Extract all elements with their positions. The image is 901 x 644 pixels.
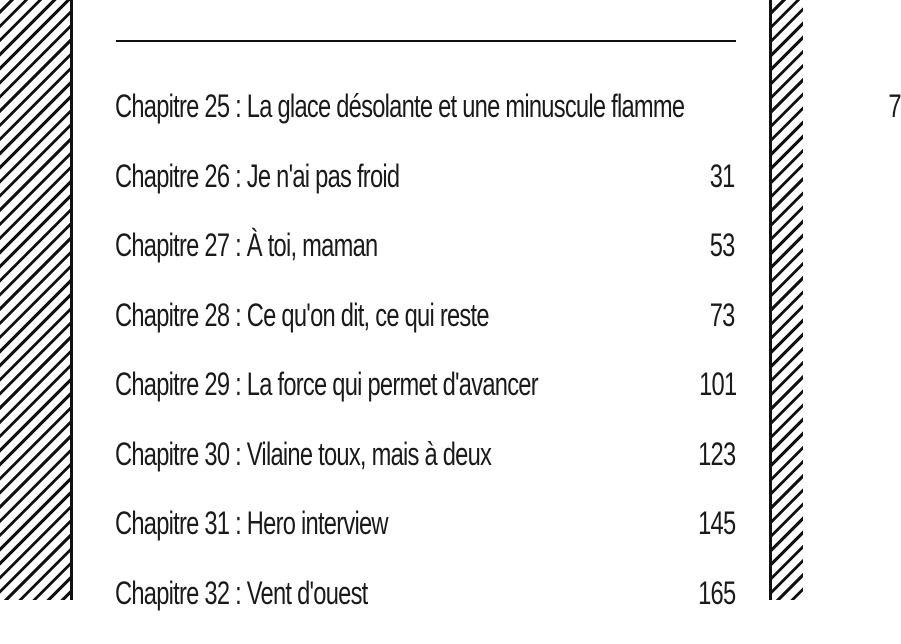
toc-chapter-title: À toi, maman <box>247 227 378 263</box>
toc-chapter-title: La glace désolante et une minuscule flamme <box>247 88 685 124</box>
toc-entry-25 <box>115 88 735 158</box>
top-divider <box>116 40 736 42</box>
toc-chapter-label: Chapitre 27 : <box>115 227 241 263</box>
toc-entry-26 <box>115 158 735 228</box>
toc-chapter-title: Ce qu'on dit, ce qui reste <box>247 297 489 333</box>
toc-chapter-title: La force qui permet d'avancer <box>247 366 538 402</box>
toc-chapter-label: Chapitre 32 : <box>115 575 241 611</box>
toc-list <box>115 88 735 644</box>
toc-page-number: 31 <box>710 158 735 195</box>
toc-page-number: 101 <box>700 366 737 403</box>
toc-entry-30 <box>115 436 735 506</box>
toc-page-number: 165 <box>698 575 735 612</box>
toc-chapter-label: Chapitre 28 : <box>115 297 241 333</box>
toc-chapter-label: Chapitre 31 : <box>115 505 241 541</box>
toc-page-number: 7 <box>889 88 901 125</box>
right-hatched-border <box>769 0 803 600</box>
toc-chapter-label: Chapitre 26 : <box>115 158 241 194</box>
toc-entry-27 <box>115 227 735 297</box>
toc-chapter-title: Vent d'ouest <box>247 575 368 611</box>
toc-page-number: 145 <box>698 505 735 542</box>
toc-page-number: 73 <box>710 297 735 334</box>
toc-chapter-title: Hero interview <box>247 505 388 541</box>
toc-entry-32 <box>115 575 735 644</box>
toc-entry-29 <box>115 366 735 436</box>
toc-chapter-label: Chapitre 30 : <box>115 436 241 472</box>
toc-entry-31 <box>115 505 735 575</box>
toc-chapter-title: Vilaine toux, mais à deux <box>247 436 491 472</box>
toc-page-number: 53 <box>710 227 735 264</box>
left-hatched-border <box>0 0 73 600</box>
toc-chapter-title: Je n'ai pas froid <box>247 158 400 194</box>
toc-chapter-label: Chapitre 29 : <box>115 366 241 402</box>
table-of-contents-page <box>73 0 769 600</box>
toc-chapter-label: Chapitre 25 : <box>115 88 241 124</box>
toc-entry-28 <box>115 297 735 367</box>
toc-page-number: 123 <box>698 436 735 473</box>
